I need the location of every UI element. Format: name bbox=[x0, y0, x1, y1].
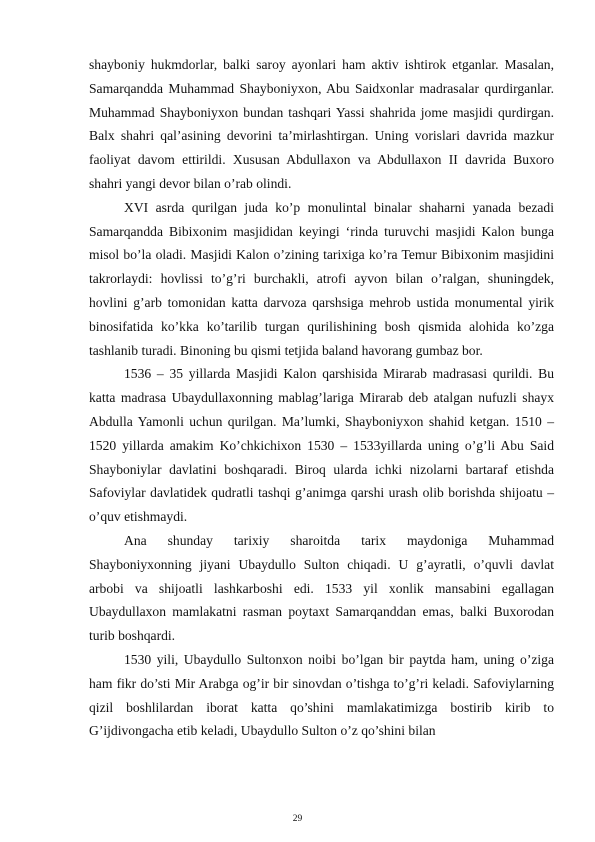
paragraph-mirarab-madrasa: 1536 – 35 yillarda Masjidi Kalon qarshisida Mirarab madrasasi qurildi. Bu katta madrasa Ubaydullaxonning mablag’lariga Mirarab deb atalgan nufuzli shayx Abdulla Yamonli uchun qurilgan. Ma’lumki, Shayboniyxon shahid ketgan. 1510 – 1520 yillarda amakim Ko’chkichixon 1530 – 1533yillarda uning o’g’li Abu Said Shayboniylar davlatini boshqaradi. Biroq ularda ichki nizolarni bartaraf etishda Safoviylar davlatidek qudratli tashqi g’animga qarshi urash olib borishda shijoatu – o’quv etishmaydi. bbox=[89, 366, 554, 525]
paragraph-continuation: shayboniy hukmdorlar, balki saroy ayonlari ham aktiv ishtirok etganlar. Masalan, Samarqandda Muhammad Shayboniyxon, Abu Saidxonlar madrasalar qurdirganlar. Muhammad Shayboniyxon bundan tashqari Yassi shahrida jome masjidi qurdirgan. Balx shahri qal’asining devorini ta’mirlashtirgan. Uning vorislari davrida mazkur faoliyat davom ettirildi. Xususan Abdullaxon va Abdullaxon II davrida Buxoro shahri yangi devor bilan o’rab olindi. bbox=[89, 57, 554, 191]
paragraph-masjidi-kalon: XVI asrda qurilgan juda ko’p monulintal binalar shaharni yanada bezadi Samarqandda Bibixonim masjididan keyingi ‘rinda turuvchi masjidi Kalon bunga misol bo’la oladi. Masjidi Kalon o’zining tarixiga ko’ra Temur Bibixonim masjidini takrorlaydi: hovlissi to’g’ri burchakli, atrofi ayvon bilan o’ralgan, shuningdek, hovlini g’arb tomonidan katta darvoza qarshsiga mehrob ustida monumental yirik binosifatida ko’kka ko’tarilib turgan qurilishining bosh qismida alohida ko’zga tashlanib turadi. Binoning bu qismi tetjida baland havorang gumbaz bor. bbox=[89, 199, 554, 358]
paragraph-safoviylar: 1530 yili, Ubaydullo Sultonxon noibi bo’lgan bir paytda ham, uning o’ziga ham fikr do’sti Mir Arabga og’ir bir sinovdan o’tishga to’g’ri keladi. Safoviylarning qizil boshlilardan iborat katta qo’shini mamlakatimizga bostirib kirib to G’ijdivongacha etib keladi, Ubaydullo Sulton o’z qo’shini bilan bbox=[89, 651, 554, 739]
paragraph-ubaydullo-sulton: Ana shunday tarixiy sharoitda tarix maydoniga Muhammad Shayboniyxonning jiyani Ubaydullo Sulton chiqadi. U g’ayratli, o’quvli davlat arbobi va shijoatli lashkarboshi edi. 1533 yil xonlik mansabini egallagan Ubaydullaxon mamlakatni rasman poytaxt Samarqanddan emas, balki Buxorodan turib boshqardi. bbox=[89, 532, 554, 644]
page-number: 29 bbox=[292, 814, 303, 824]
document-body bbox=[89, 53, 554, 743]
